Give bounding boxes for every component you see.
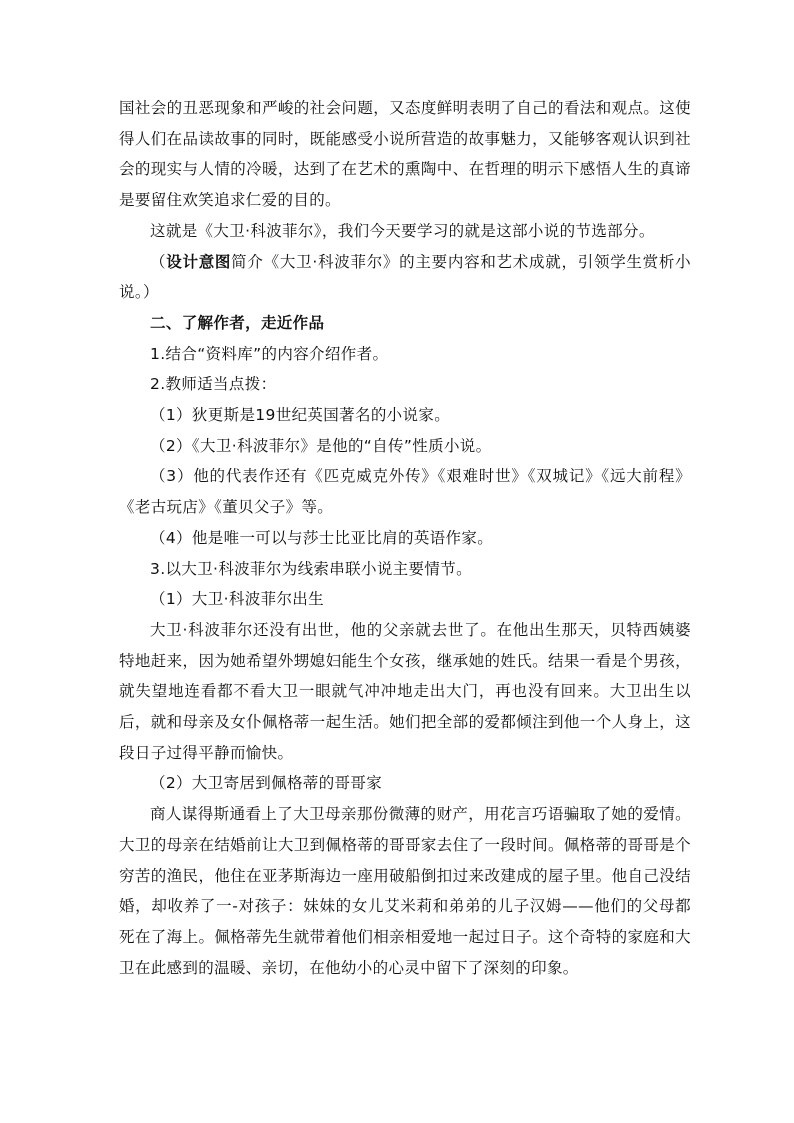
list-item: 1.结合“资料库”的内容介绍作者。 [150,344,389,363]
paragraph-intro-text: 这就是《大卫·科波菲尔》，我们今天要学习的就是这部小说的节选部分。 [150,221,655,240]
paragraph-body: 大卫·科波菲尔还没有出世，他的父亲就去世了。在他出生那天，贝特西姨婆特地赶来，因为她希望外甥媳妇能生个女孩，继承她的姓氏。结果一看是个男孩，就失望地连看都不看大卫一眼就气冲冲地走出大门，再也没有回来。大卫出生以后，就和母亲及女仆佩格蒂一起生活。她们把全部的爱都倾注到他一个人身上，这段日子过得平静而愉快。 [119,620,691,762]
list-item: 3.以大卫·科波菲尔为线索串联小说主要情节。 [150,559,472,578]
section-heading: 二、了解作者，走近作品 [150,313,325,332]
paragraph-continuation: 国社会的丑恶现象和严峻的社会问题，又态度鲜明表明了自己的看法和观点。这使得人们在品读故事的同时，既能感受小说所营造的故事魅力，又能够客观认识到社会的现实与人情的冷暖，达到了在艺术的熏陶中、在哲理的明示下感悟人生的真谛是要留住欢笑追求仁爱的目的。 [119,99,691,210]
paragraph-design-intent [119,247,691,308]
subheading: （1）大卫·科波菲尔出生 [150,590,324,609]
design-intent-text: 简介《大卫·科波菲尔》的主要内容和艺术成就，引领学生赏析小说。） [119,252,691,302]
design-intent-label: 设计意图 [166,252,232,271]
subheading: （2）大卫寄居到佩格蒂的哥哥家 [150,774,383,793]
document-body [119,93,691,983]
list-item: （3）他的代表作还有《匹克威克外传》《艰难时世》《双城记》《远大前程》《老古玩店》《董贝父子》等。 [119,467,691,517]
list-item: 2.教师适当点拨： [150,375,277,394]
design-intent-open-paren: （ [150,252,167,271]
list-item: （4）他是唯一可以与莎士比亚比肩的英语作家。 [150,528,494,547]
list-item: （1）狄更斯是19世纪英国著名的小说家。 [150,406,451,425]
paragraph-body: 商人谋得斯通看上了大卫母亲那份微薄的财产，用花言巧语骗取了她的爱情。大卫的母亲在结婚前让大卫到佩格蒂的哥哥家去住了一段时间。佩格蒂的哥哥是个穷苦的渔民，他住在亚茅斯海边一座用破船倒扣过来改建成的屋子里。他自己没结婚，却收养了一-对孩子：妹妹的女儿艾米莉和弟弟的儿子汉姆——他们的父母都死在了海上。佩格蒂先生就带着他们相亲相爱地一起过日子。这个奇特的家庭和大卫在此感到的温暖、亲切，在他幼小的心灵中留下了深刻的印象。 [119,805,691,977]
list-item: （2）《大卫·科波菲尔》是他的“自传”性质小说。 [150,436,492,455]
